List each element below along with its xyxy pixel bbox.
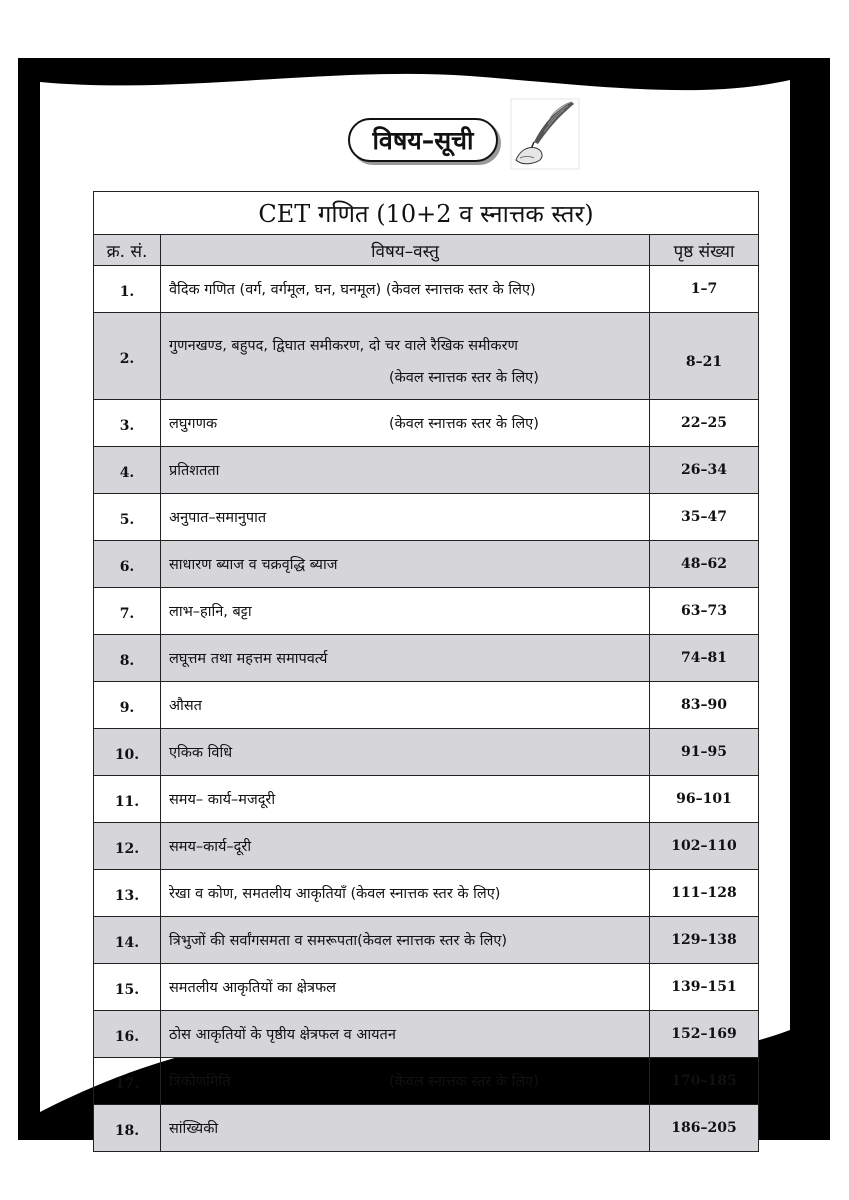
row-topic: समतलीय आकृतियों का क्षेत्रफल [161,964,650,1011]
row-num: 12. [94,823,161,870]
row-topic: सांख्यिकी [161,1105,650,1152]
row-topic: प्रतिशतता [161,447,650,494]
row-topic [161,266,650,313]
row-pages: 63–73 [650,588,759,635]
row-pages: 91–95 [650,729,759,776]
row-pages: 83–90 [650,682,759,729]
row-pages: 48–62 [650,541,759,588]
row-pages: 152–169 [650,1011,759,1058]
topic-note: (केवल स्नात्तक स्तर के लिए) [350,886,501,902]
row-topic: अनुपात–समानुपात [161,494,650,541]
row-topic [161,313,650,400]
table-row [94,588,759,635]
row-topic: ठोस आकृतियों के पृष्ठीय क्षेत्रफल व आयतन [161,1011,650,1058]
row-pages: 96–101 [650,776,759,823]
row-num: 4. [94,447,161,494]
table-row [94,541,759,588]
table-title: CET गणित (10+2 व स्नात्तक स्तर) [94,192,759,235]
row-num: 13. [94,870,161,917]
row-pages: 74–81 [650,635,759,682]
row-num: 10. [94,729,161,776]
row-pages: 186–205 [650,1105,759,1152]
row-num: 9. [94,682,161,729]
row-pages: 129–138 [650,917,759,964]
column-header-num: क्र. सं. [94,235,161,266]
row-num: 7. [94,588,161,635]
topic-text: त्रिकोणमिति [169,1074,231,1090]
topic-note: (केवल स्नात्तक स्तर के लिए) [385,282,536,298]
page-title: विषय–सूची [348,118,498,162]
row-topic: लघूत्तम तथा महत्तम समापवर्त्य [161,635,650,682]
row-pages: 26–34 [650,447,759,494]
row-pages: 8–21 [650,313,759,400]
row-num: 18. [94,1105,161,1152]
row-num: 15. [94,964,161,1011]
row-pages: 139–151 [650,964,759,1011]
topic-text: रेखा व कोण, समतलीय आकृतियाँ [169,886,346,902]
topic-note: (केवल स्नात्तक स्तर के लिए) [389,416,539,432]
table-row [94,635,759,682]
row-pages: 111–128 [650,870,759,917]
row-num: 6. [94,541,161,588]
table-header-row [94,235,759,266]
topic-note: (केवल स्नात्तक स्तर के लिए) [389,370,539,386]
table-row [94,682,759,729]
table-row [94,400,759,447]
heading-area [0,98,849,180]
table-row [94,494,759,541]
table-row [94,1011,759,1058]
row-topic: समय–कार्य–दूरी [161,823,650,870]
row-num: 17. [94,1058,161,1105]
row-pages: 1–7 [650,266,759,313]
row-topic [161,917,650,964]
row-num: 8. [94,635,161,682]
row-pages: 35–47 [650,494,759,541]
table-row [94,870,759,917]
row-num: 3. [94,400,161,447]
table-row [94,266,759,313]
row-num: 11. [94,776,161,823]
topic-text: वैदिक गणित (वर्ग, वर्गमूल, घन, घनमूल) [169,282,382,298]
column-header-topic: विषय–वस्तु [161,235,650,266]
table-row [94,823,759,870]
table-row [94,964,759,1011]
table-row [94,729,759,776]
row-num: 1. [94,266,161,313]
row-topic [161,400,650,447]
table-row [94,1058,759,1105]
row-num: 5. [94,494,161,541]
table-row [94,917,759,964]
row-topic: औसत [161,682,650,729]
row-num: 14. [94,917,161,964]
quill-pen-hand-icon [510,98,580,170]
topic-note: (केवल स्नात्तक स्तर के लिए) [357,933,507,949]
row-num: 2. [94,313,161,400]
row-pages: 22–25 [650,400,759,447]
row-pages: 170–185 [650,1058,759,1105]
row-topic: साधारण ब्याज व चक्रवृद्धि ब्याज [161,541,650,588]
column-header-pages: पृष्ठ संख्या [650,235,759,266]
row-num: 16. [94,1011,161,1058]
row-topic [161,1058,650,1105]
row-pages: 102–110 [650,823,759,870]
topic-text: लघुगणक [169,416,218,432]
row-topic [161,870,650,917]
row-topic: लाभ–हानि, बट्टा [161,588,650,635]
row-topic: समय– कार्य–मजदूरी [161,776,650,823]
table-row [94,313,759,400]
topic-text: गुणनखण्ड, बहुपद, द्विघात समीकरण, दो चर वाले रैखिक समीकरण [169,338,518,354]
table-row [94,1105,759,1152]
topic-text: त्रिभुजों की सर्वांगसमता व समरूपता [169,933,358,949]
row-topic: एकिक विधि [161,729,650,776]
topic-note: (केवल स्नात्तक स्तर के लिए) [389,1074,539,1090]
toc-table [93,191,759,1152]
table-row [94,776,759,823]
table-row [94,447,759,494]
